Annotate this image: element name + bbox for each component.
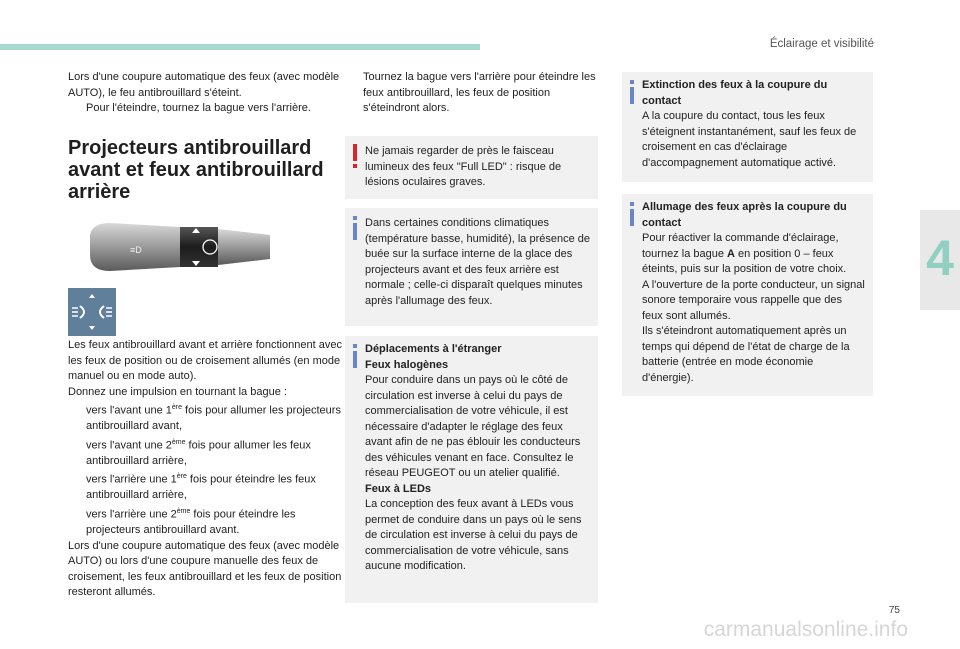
heading-block (68, 137, 350, 203)
watermark: carmanualsonline.info (703, 618, 908, 641)
section-title: Éclairage et visibilité (769, 38, 874, 50)
fog-bullet-list (68, 400, 353, 539)
section-heading: Projecteurs antibrouillard avant et feux antibrouillard arrière (68, 137, 324, 203)
info-icon (349, 216, 361, 242)
fog-bullet-item: vers l'avant une 2ème fois pour allumer les feux antibrouillard arrière, (86, 438, 311, 467)
extinction-title: Extinction des feux à la coupure du contact (642, 79, 828, 107)
reactivation-content (642, 200, 865, 386)
body-text-2: Donnez une impulsion en tournant la bague : (68, 385, 287, 398)
intro-bullet: Pour l'éteindre, tournez la bague vers l'arrière. (86, 102, 311, 114)
chapter-number: 4 (926, 230, 954, 286)
intro-text: Lors d'une coupure automatique des feux (avec modèle AUTO), le feu antibrouillard s'éteint. (68, 71, 340, 99)
fog-bullet-item: vers l'avant une 1ère fois pour allumer les projecteurs antibrouillard avant, (86, 404, 341, 433)
abroad-content (365, 342, 590, 575)
svg-text:≡D: ≡D (130, 245, 142, 255)
warning-box (345, 136, 598, 199)
info-box-abroad (345, 336, 598, 603)
col2-bullet: Tournez la bague vers l'arrière pour éteindre les feux antibrouillard, les feux de position s'éteindront alors. (363, 71, 596, 114)
warning-text: Ne jamais regarder de près le faisceau lumineux des feux "Full LED" : risque de lésions oculaires graves. (365, 145, 562, 188)
closing-text: Lors d'une coupure automatique des feux (avec modèle AUTO) ou lors d'une coupure manuelle des feux de croisement, les feux antibrouillard et les feux de position resteront allumés. (68, 539, 342, 599)
info-box-reactivation (622, 194, 873, 396)
warning-icon (349, 144, 361, 170)
halogen-text: Pour conduire dans un pays où le côté de circulation est inverse à celui du pays de commercialisation de votre véhicule, il est nécessaire d'adapter le réglage des feux avant afin de ne pas éblouir les conducteurs des véhicules venant en face. Consultez le réseau PEUGEOT ou un atelier qualifié. (365, 374, 581, 479)
info-box-condensation (345, 208, 598, 326)
page-number: 75 (888, 605, 900, 616)
extinction-content (642, 78, 865, 171)
info-text-condensation: Dans certaines conditions climatiques (température basse, humidité), la présence de buée sur la surface interne de la glace des projecteurs avant et des feux arrière est normale ; celle-ci disparaît quelques minutes après l'allumage des feux. (365, 217, 591, 307)
fog-bullet-item: vers l'arrière une 1ère fois pour éteindre les feux antibrouillard arrière, (86, 473, 316, 502)
abroad-title: Déplacements à l'étranger (365, 343, 502, 355)
info-icon (626, 80, 638, 106)
column-1 (68, 70, 350, 117)
fog-bullet-item: vers l'arrière une 2ème fois pour éteindre les projecteurs antibrouillard avant. (86, 507, 296, 537)
led-text: La conception des feux avant à LEDs vous permet de conduire dans un pays où le sens de circulation est inverse à celui du pays de commercialisation de votre véhicule, sans aucune modification. (365, 498, 582, 572)
led-subtitle: Feux à LEDs (365, 482, 432, 495)
reactivation-text-3: Ils s'éteindront automatiquement après un temps qui dépend de l'état de charge de la batterie (entrée en mode économie d'énergie). (642, 325, 850, 384)
reactivation-title: Allumage des feux après la coupure du contact (642, 201, 847, 229)
column-1-body (68, 338, 353, 601)
body-text-1: Les feux antibrouillard avant et arrière fonctionnent avec les feux de position ou de croisement allumés (en mode manuel ou en mode auto). (68, 339, 342, 382)
info-box-extinction (622, 72, 873, 182)
column-2-intro (345, 70, 602, 117)
header-accent-bar (0, 44, 480, 50)
info-icon (349, 344, 361, 370)
info-icon (626, 202, 638, 228)
fog-lights-icon (68, 288, 116, 336)
reactivation-text-2: A l'ouverture de la porte conducteur, un signal sonore temporaire vous rappelle que des feux sont allumés. (642, 278, 865, 322)
lighting-stalk-illustration (70, 205, 270, 283)
halogen-subtitle: Feux halogènes (365, 358, 449, 371)
extinction-text: A la coupure du contact, tous les feux s'éteignent instantanément, sauf les feux de croisement en cas d'éclairage d'accompagnement automatique activé. (642, 110, 857, 169)
reactivation-text-1: Pour réactiver la commande d'éclairage, tournez la bague A en position 0 – feux éteints, puis sur la position de votre choix. (642, 232, 847, 275)
